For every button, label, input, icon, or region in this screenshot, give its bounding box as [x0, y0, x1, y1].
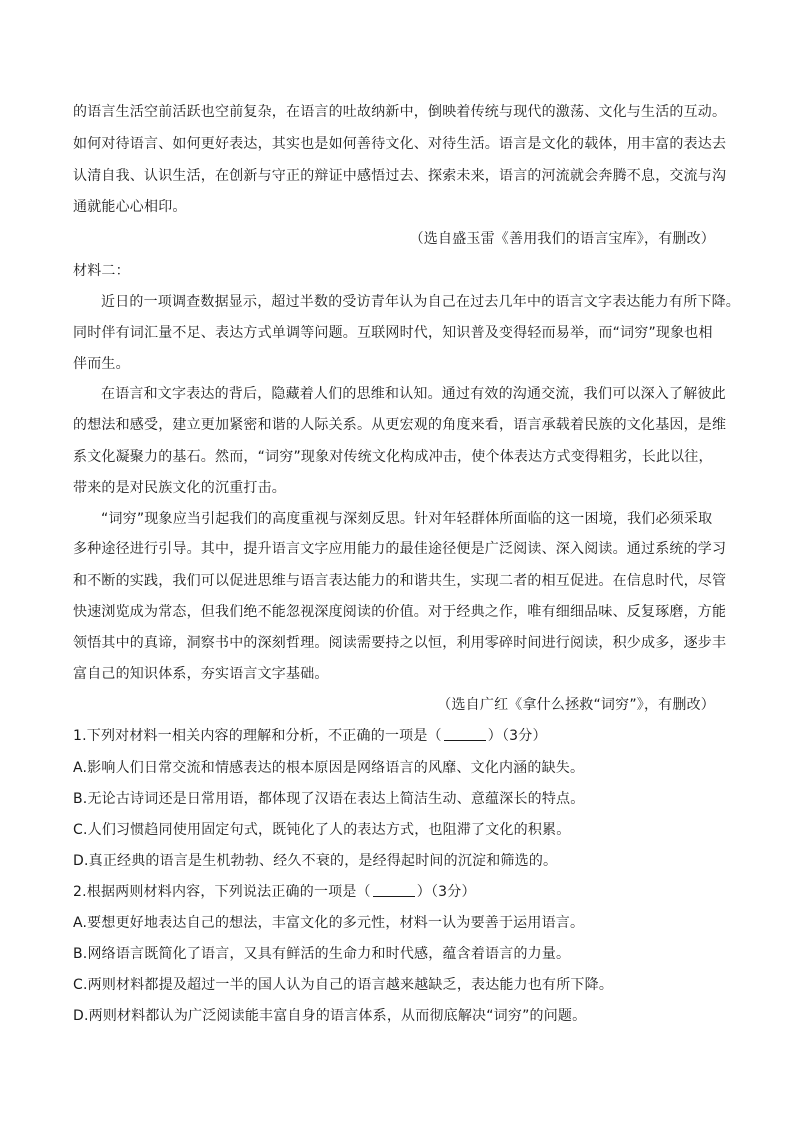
material-two-title: 材料二：: [73, 263, 130, 279]
paragraph-line: 近日的一项调查数据显示，超过半数的受访青年认为自己在过去几年中的语言文字表达能力有所下降。: [101, 294, 740, 310]
question-2-option-d: D.两则材料都认为广泛阅读能丰富自身的语言体系，从而彻底解决“词穷”的问题。: [73, 1008, 587, 1024]
question-1-option-d: D.真正经典的语言是生机勃勃、经久不衰的，是经得起时间的沉淀和筛选的。: [73, 853, 558, 869]
source-citation-one: （选自盛玉雷《善用我们的语言宝库》，有删改）: [409, 231, 715, 247]
paragraph-line: 在语言和文字表达的背后，隐藏着人们的思维和认知。通过有效的沟通交流，我们可以深入了解彼此: [101, 386, 726, 402]
paragraph-line: 和不断的实践，我们可以促进思维与语言表达能力的和谐共生，实现二者的相互促进。在信息时代，尽管: [73, 573, 727, 589]
question-1-option-c: C.人们习惯趋同使用固定句式，既钝化了人的表达方式，也阻滞了文化的积累。: [73, 822, 571, 838]
paragraph-line: 多种途径进行引导。其中，提升语言文字应用能力的最佳途径便是广泛阅读、深入阅读。通过系统的学习: [73, 541, 727, 557]
paragraph-line: 的语言生活空前活跃也空前复杂，在语言的吐故纳新中，倒映着传统与现代的激荡、文化与生活的互动。: [73, 104, 727, 120]
paragraph-line: “词穷”现象应当引起我们的高度重视与深刻反思。针对年轻群体所面临的这一困境，我们必须采取: [101, 511, 713, 527]
answer-blank[interactable]: [444, 728, 486, 741]
paragraph-line: 系文化凝聚力的基石。然而，“词穷”现象对传统文化构成冲击，使个体表达方式变得粗劣，长此以往，: [73, 449, 713, 465]
paragraph-line: 富自己的知识体系，夯实语言文字基础。: [73, 666, 329, 682]
question-2-option-a: A.要想更好地表达自己的想法，丰富文化的多元性，材料一认为要善于运用语言。: [73, 915, 585, 931]
paragraph-line: 通就能心心相印。: [73, 199, 187, 215]
paragraph-line: 领悟其中的真谛，洞察书中的深刻哲理。阅读需要持之以恒，利用零碎时间进行阅读，积少成多，逐步丰: [73, 635, 727, 651]
question-2-option-b: B.网络语言既简化了语言，又具有鲜活的生命力和时代感，蕴含着语言的力量。: [73, 946, 571, 962]
paragraph-line: 的想法和感受，建立更加紧密和谐的人际关系。从更宏观的角度来看，语言承载着民族的文化基因，是维: [73, 417, 727, 433]
question-1-option-a: A.影响人们日常交流和情感表达的根本原因是网络语言的风靡、文化内涵的缺失。: [73, 760, 585, 776]
question-1-stem: [73, 728, 547, 744]
paragraph-line: 伴而生。: [73, 356, 130, 372]
question-stem-text: 2.根据两则材料内容，下列说法正确的一项是（: [73, 884, 371, 900]
question-2-stem: [73, 884, 476, 900]
question-1-option-b: B.无论古诗词还是日常用语，都体现了汉语在表达上简洁生动、意蕴深长的特点。: [73, 791, 585, 807]
source-citation-two: （选自广红《拿什么拯救“词穷”》，有删改）: [437, 697, 715, 713]
paragraph-line: 带来的是对民族文化的沉重打击。: [73, 480, 286, 496]
question-score: ）（3分）: [416, 884, 476, 900]
question-score: ）（3分）: [487, 728, 547, 744]
paragraph-line: 如何对待语言、如何更好表达，其实也是如何善待文化、对待生活。语言是文化的载体，用丰富的表达去: [73, 136, 727, 152]
paragraph-line: 认清自我、认识生活，在创新与守正的辩证中感悟过去、探索未来，语言的河流就会奔腾不息，交流与沟: [73, 168, 727, 184]
paragraph-line: 快速浏览成为常态，但我们绝不能忽视深度阅读的价值。对于经典之作，唯有细细品味、反复琢磨，方能: [73, 604, 727, 620]
answer-blank[interactable]: [373, 884, 415, 897]
question-stem-text: 1.下列对材料一相关内容的理解和分析，不正确的一项是（: [73, 728, 442, 744]
paragraph-line: 同时伴有词汇量不足、表达方式单调等问题。互联网时代，知识普及变得轻而易举，而“词穷”现象也相: [73, 325, 713, 341]
question-2-option-c: C.两则材料都提及超过一半的国人认为自己的语言越来越缺乏，表达能力也有所下降。: [73, 977, 614, 993]
